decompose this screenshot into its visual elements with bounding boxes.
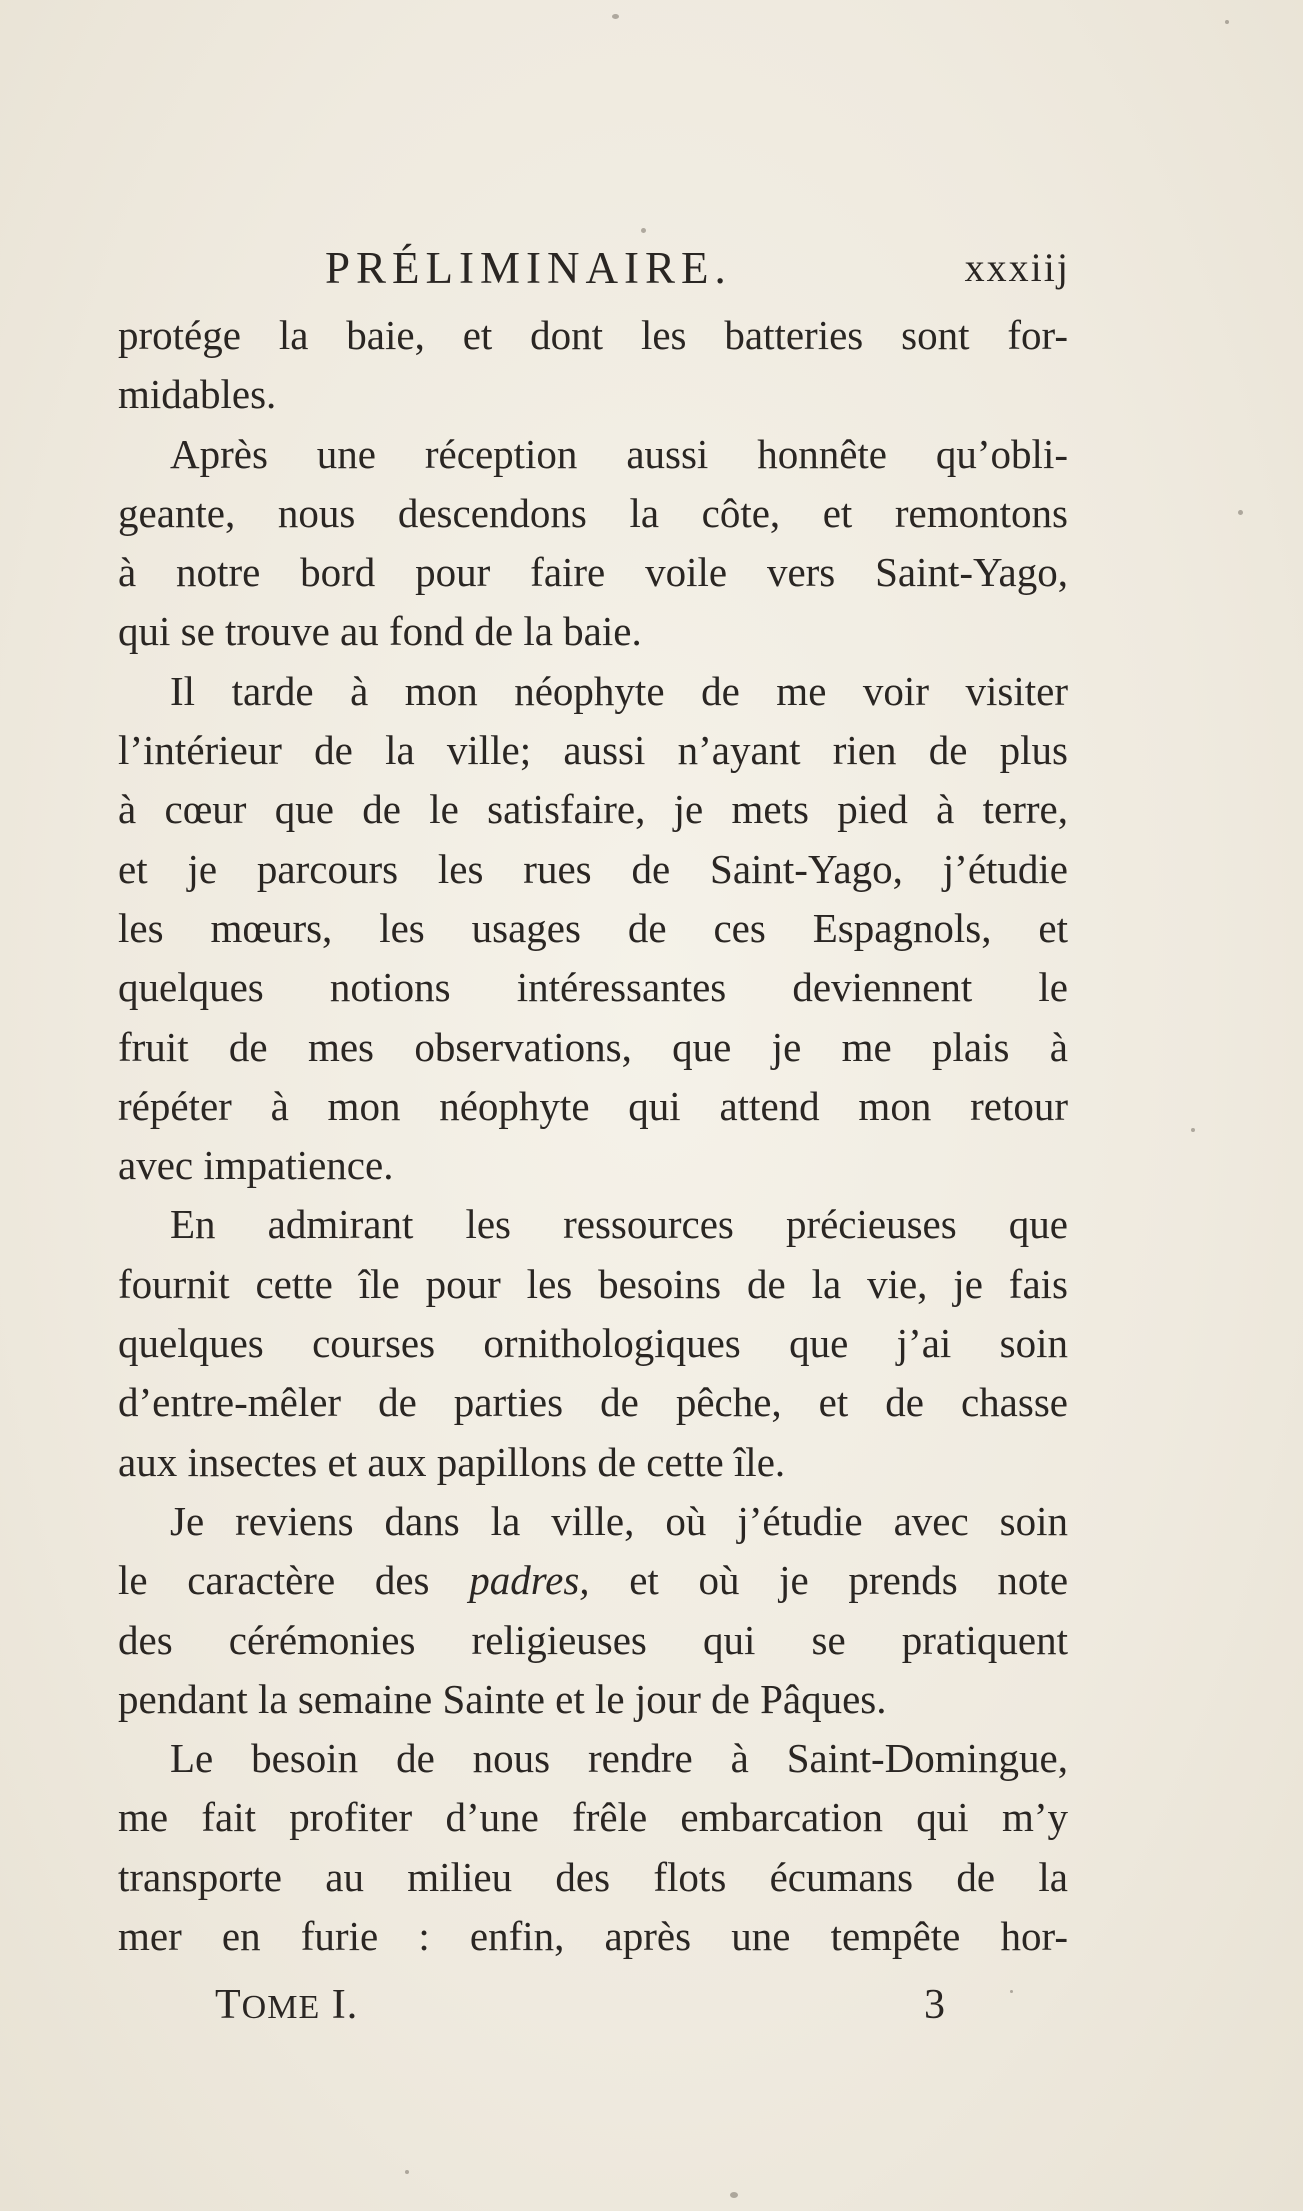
paper-speck	[1191, 1128, 1195, 1132]
signature-mark: 3	[924, 1982, 945, 2028]
paper-speck	[641, 228, 646, 233]
text-line: à notre bord pour faire voile vers Saint-Yago,	[118, 549, 1068, 596]
paper-speck	[730, 2192, 738, 2198]
text-line: avec impatience.	[118, 1142, 394, 1189]
volume-label	[215, 1975, 358, 2038]
text-line: des cérémonies religieuses qui se pratiquent	[118, 1616, 1068, 1663]
page-number: xxxiij	[964, 245, 1070, 290]
text-line: Le besoin de nous rendre à Saint-Domingue,	[170, 1735, 1068, 1782]
text-line: mer en furie : enfin, après une tempête hor-	[118, 1913, 1068, 1960]
text-fragment: le caractère des	[118, 1557, 430, 1604]
paper-speck	[1010, 1990, 1013, 1993]
text-line: transporte au milieu des flots écumans de la	[118, 1853, 1068, 1900]
text-line: geante, nous descendons la côte, et remontons	[118, 489, 1068, 536]
paper-speck	[612, 14, 619, 19]
text-line: l’intérieur de la ville; aussi n’ayant rien de plus	[118, 727, 1068, 774]
text-line: fruit de mes observations, que je me plais à	[118, 1023, 1068, 1070]
text-line: et je parcours les rues de Saint-Yago, j’étudie	[118, 845, 1068, 892]
running-title: PRÉLIMINAIRE.	[325, 243, 732, 293]
text-line: midables.	[118, 371, 277, 418]
paper-speck	[1238, 510, 1243, 515]
text-line: me fait profiter d’une frêle embarcation qui m’y	[118, 1794, 1068, 1841]
text-line: pendant la semaine Sainte et le jour de Pâques.	[118, 1675, 887, 1722]
text-line: protége la baie, et dont les batteries sont for-	[118, 312, 1068, 358]
paper-speck	[405, 2170, 409, 2174]
text-line	[118, 1551, 1068, 1610]
page-footer	[215, 1975, 945, 2035]
text-line: Je reviens dans la ville, où j’étudie avec soin	[170, 1497, 1068, 1544]
volume-number: I.	[331, 1982, 359, 2028]
text-fragment: et où je prends note	[629, 1557, 1069, 1604]
italic-word: padres,	[469, 1557, 590, 1604]
text-line: fournit cette île pour les besoins de la vie, je fais	[118, 1260, 1068, 1307]
text-line: les mœurs, les usages de ces Espagnols, et	[118, 904, 1068, 951]
text-line: quelques courses ornithologiques que j’ai soin	[118, 1320, 1068, 1367]
text-line: En admirant les ressources précieuses que	[170, 1201, 1068, 1248]
text-line: à cœur que de le satisfaire, je mets pied à terre,	[118, 786, 1068, 833]
text-line: d’entre-mêler de parties de pêche, et de chasse	[118, 1379, 1068, 1426]
volume-initial: T	[215, 1982, 242, 2028]
text-line: Après une réception aussi honnête qu’obli-	[170, 430, 1068, 477]
paper-speck	[1225, 20, 1229, 24]
text-line: aux insectes et aux papillons de cette île.	[118, 1438, 786, 1485]
text-line: Il tarde à mon néophyte de me voir visiter	[170, 667, 1068, 714]
text-line: quelques notions intéressantes deviennent le	[118, 964, 1068, 1011]
body-text	[118, 306, 1068, 1966]
page-header	[120, 238, 1070, 298]
text-line: qui se trouve au fond de la baie.	[118, 608, 642, 655]
text-line: répéter à mon néophyte qui attend mon retour	[118, 1082, 1068, 1129]
volume-word-rest: OME	[241, 1989, 321, 2026]
